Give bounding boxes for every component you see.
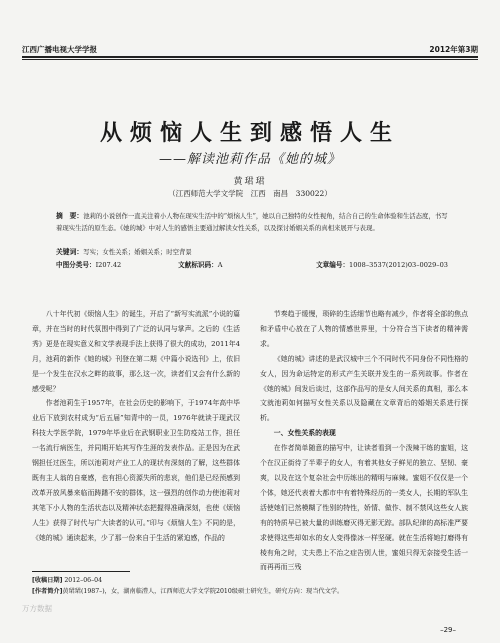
body-column-right [260, 307, 468, 575]
abstract-label: 摘 要： [56, 212, 84, 220]
keywords-label: 关键词： [56, 248, 84, 256]
bio-text: 黄珺珺(1987–)，女，湖南临澧人，江西师范大学文学院2010级硕士研究生，研究方向：现当代文学。 [62, 588, 344, 595]
clc-label: 中图分类号： [56, 261, 96, 269]
keywords [56, 246, 448, 256]
footnote-bio [32, 586, 472, 597]
keywords-text: 写实；女性关系；婚姻关系；时空背景 [83, 248, 192, 256]
watermark: 万方数据 [22, 604, 52, 613]
article-no-value: 1008–3537(2012)03–0029–03 [349, 261, 448, 269]
doc-code-field [178, 259, 316, 269]
article-subtitle: ——解读池莉作品《她的城》 [158, 152, 341, 167]
clc-value: I207.42 [95, 261, 122, 269]
clc-field [56, 259, 178, 269]
body-column-left [32, 307, 240, 546]
author-affiliation: （江西师范大学文学院 江西 南昌 330022） [168, 189, 332, 198]
header-rule-thin [22, 59, 478, 60]
received-date: 2012–06–04 [64, 577, 103, 584]
article-no-field [316, 259, 448, 269]
body-paragraph: 节奏趋于缓慢，琐碎的生活细节也略有减少，作者将全部的焦点和矛盾中心放在了人物的情感世界里，十分符合当下读者的精神需求。 [260, 310, 468, 348]
abstract [56, 211, 448, 234]
body-paragraph: 在作者简单随意的描写中，让读者看到一个泼辣干练的蜜姐，这个在汉正街待了半辈子的女人，有着其他女子鲜见的独立、坚韧、豪爽，以及在这个复杂社会中历练出的精明与麻辣。蜜姐不仅仅是一个个体，她还代表着大都市中有着特殊经历的一类女人，长期的军队生活使她们已然模糊了性别的特性，娇情、做作、制不禁风这些女人族有的特质早已被大量的训练磨灭得无影无踪。部队纪律的高标准严要求使得这些却如水的女人变得像冰一样坚硬。就在生活将她打磨得有棱有角之时，丈夫患上不治之症告别人世，蜜姐只得无奈接受生活一而再再而三残 [260, 444, 468, 572]
abstract-text: 池莉的小说创作一直关注着小人物在现实生活中的“烦恼人生”，她以自己独特的女性视角，结合自己的生命体验和生活态度，书写着现实生活的原生态。《她的城》中对人生的感悟主要通过解读女性关系，以及探讨婚姻关系的真相来展开与表现。 [56, 212, 448, 232]
journal-name: 江西广播电视大学学报 [22, 45, 97, 54]
doc-code-value: A [217, 261, 223, 269]
footnote-rule [32, 571, 130, 572]
footnote-received [32, 575, 472, 586]
header-rule-thick [22, 56, 478, 58]
article-title: 从烦恼人生到感悟人生 [99, 120, 400, 146]
author-name: 黄珺珺 [233, 177, 267, 187]
body-paragraph: 八十年代初《烦恼人生》的诞生，开启了“新写实流派”小说的篇章，并在当时的时代氛围中得到了广泛的认同与掌声。之后的《生活秀》更是在现实意义和文学表现手法上获得了很大的成功，2011年4月，池莉的新作《她的城》刊登在第二期《中篇小说选刊》上，依旧是一个发生在汉水之畔的故事，那么这一次，读者们又会有什么新的感受呢？ [32, 310, 240, 393]
section-heading: 一、女性关系的表现 [273, 429, 336, 438]
body-paragraph: 《她的城》讲述的是武汉城中三个不同时代不同身份不同性格的女人，因为命运特定的形式产生关联并发生的一系列故事。作者在《她的城》间发后谈过，这部作品写的是女人间关系的真相，那么本文就池莉如何描写女性关系以及隐藏在文章背后的婚姻关系进行探析。 [260, 354, 468, 423]
issue-label: 2012年第3期 [429, 45, 478, 54]
page-number: –29– [440, 626, 456, 634]
footnote [32, 575, 472, 597]
classification-row [56, 259, 448, 269]
received-label: [收稿日期] [32, 577, 63, 584]
running-header [22, 44, 478, 55]
bio-label: [作者简介] [32, 588, 63, 595]
article-no-label: 文章编号： [316, 261, 350, 269]
body-paragraph: 作者池莉生于1957年，在社会历史的影响下，于1974年高中毕业后下放到农村成为“后五届”知青中的一员，1976年就读于现武汉科技大学医学院，1979年毕业后在武钢职业卫生防疫站工作，担任一名流行病医生，并同期开始其写作生涯的发表作品。正是因为在武钢担任过医生，所以池莉对产业工人的现状有深刻的了解，这些群体既有主人翁的自豪感，也有担心资源失所的悲哀，他们是已经预感到改革开放风暴来临而踌躇不安的群体，这一强烈的创作动力使池莉对其笔下小人物的生活状态以及精神状态把握得准确深刻，也使《烦恼人生》获得了时代与广大读者的认可。”印与《烦恼人生》不同的是，《她的城》通读起来，少了那一份来自于生活的紧迫感，作品的 [32, 399, 240, 542]
doc-code-label: 文献标识码： [178, 261, 218, 269]
